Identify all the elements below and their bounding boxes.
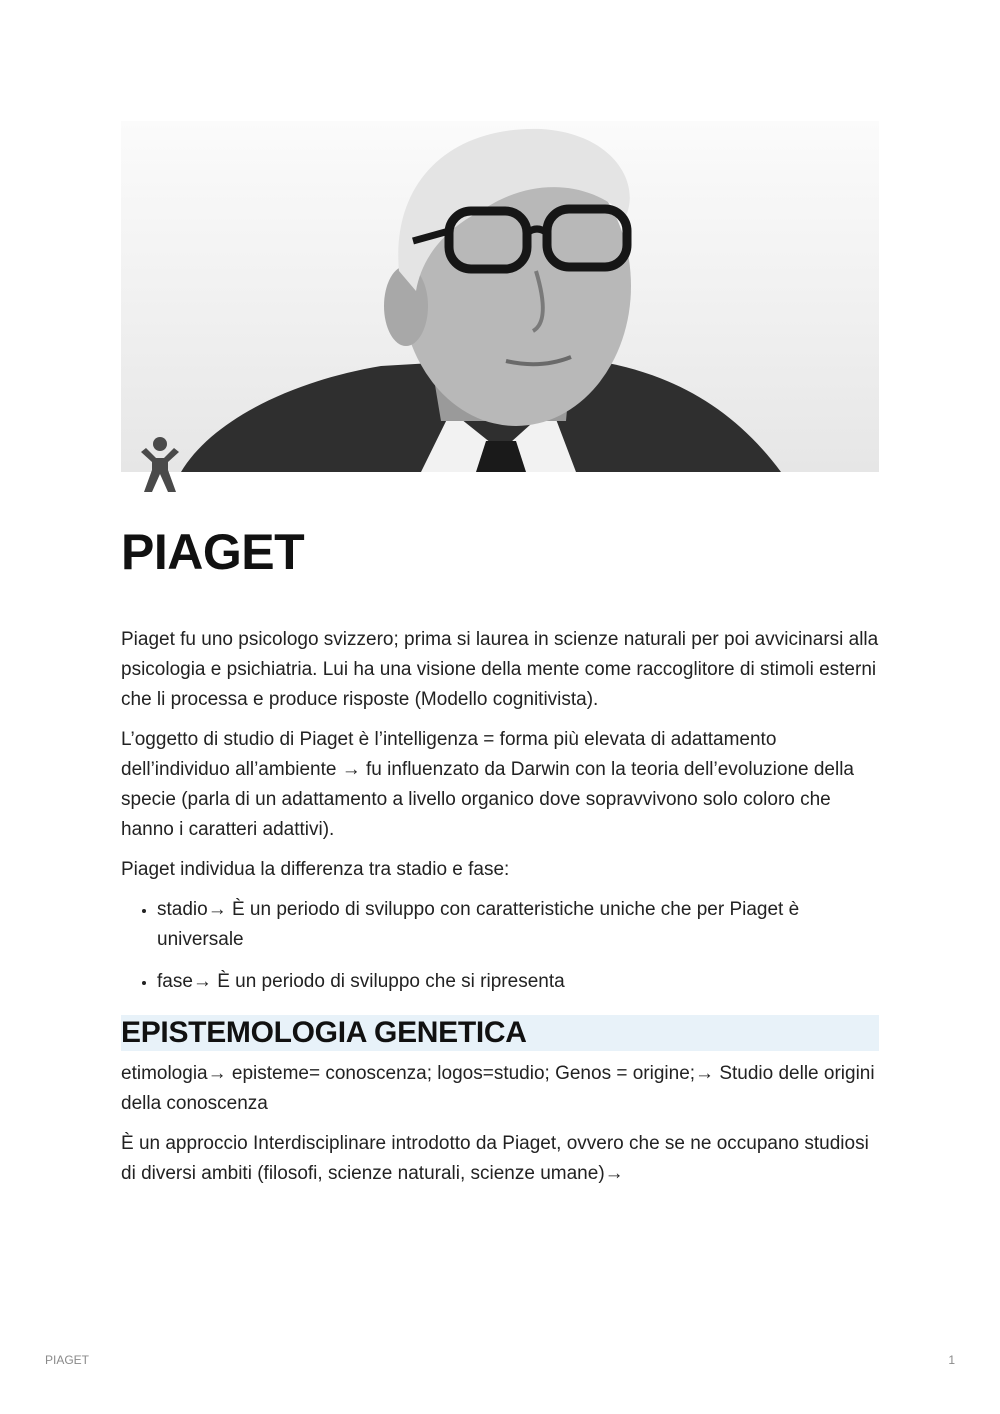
bullet-list — [121, 895, 879, 997]
paragraph-etymology: etimologia→ episteme= conoscenza; logos=studio; Genos = origine;→ Studio delle origini della conoscenza — [121, 1063, 875, 1114]
accessibility-person-icon — [138, 436, 182, 494]
portrait-photo — [121, 121, 879, 472]
paragraph-object-of-study: L’oggetto di studio di Piaget è l’intelligenza = forma più elevata di adattamento dell’individuo all’ambiente → fu influenzato da Darwin con la teoria dell’evoluzione della specie (parla di un adattamento a livello organico dove sopravvivono solo coloro che hanno i caratteri adattivi). — [121, 729, 854, 840]
section-heading: EPISTEMOLOGIA GENETICA — [121, 1015, 879, 1051]
footer-title: PIAGET — [45, 1353, 90, 1367]
paragraph-intro: Piaget fu uno psicologo svizzero; prima si laurea in scienze naturali per poi avvicinarsi alla psicologia e psichiatria. Lui ha una visione della mente come raccoglitore di stimoli esterni che li processa e produce risposte (Modello cognitivista). — [121, 629, 879, 710]
list-item: • stadio→ È un periodo di sviluppo con caratteristiche uniche che per Piaget è universale — [157, 895, 879, 955]
page-content — [121, 625, 879, 1199]
page-title: PIAGET — [121, 524, 305, 580]
cover-image — [121, 121, 879, 472]
list-item: • fase→ È un periodo di sviluppo che si ripresenta — [157, 967, 879, 997]
paragraph-approach: È un approccio Interdisciplinare introdotto da Piaget, ovvero che se ne occupano studiosi di diversi ambiti (filosofi, scienze naturali, scienze umane)→ — [121, 1133, 869, 1184]
paragraph-stage-phase: Piaget individua la differenza tra stadio e fase: — [121, 859, 510, 880]
page-number: 1 — [948, 1353, 955, 1367]
